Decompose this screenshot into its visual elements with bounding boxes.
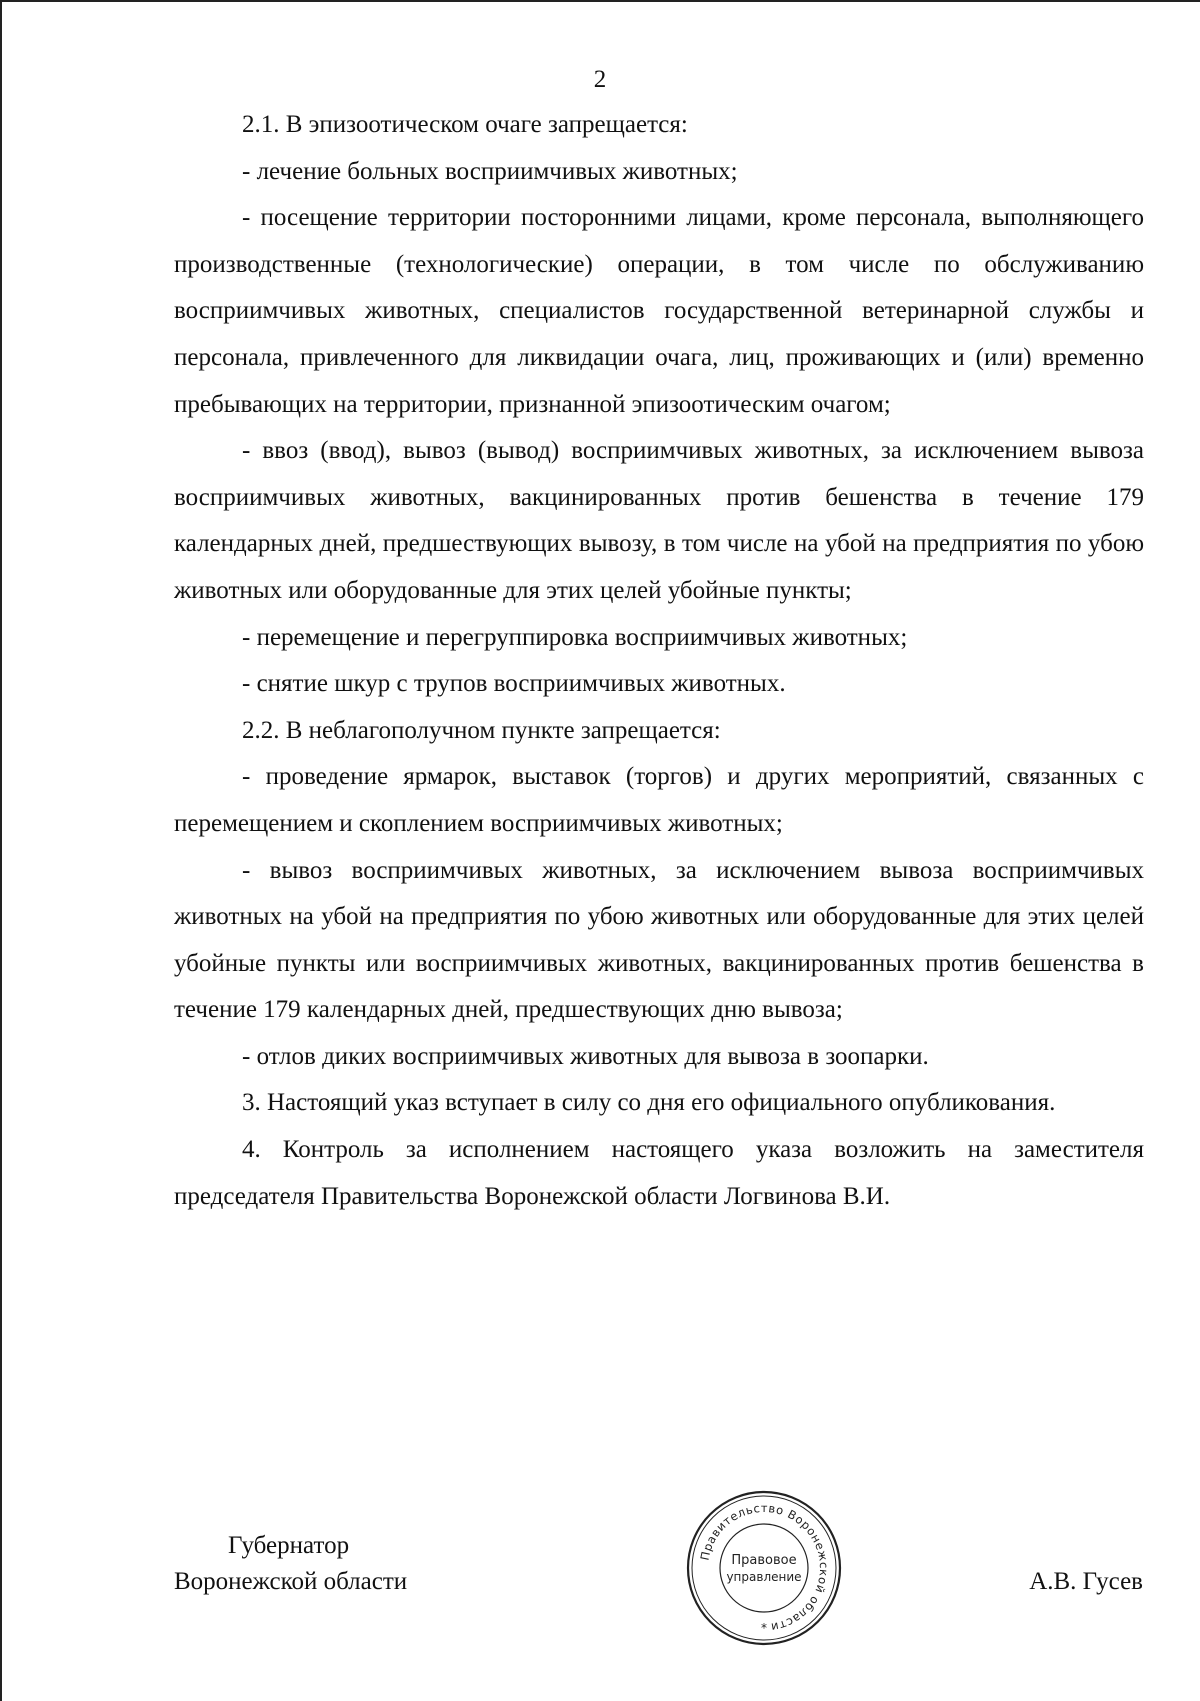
official-stamp-icon: [686, 1490, 842, 1646]
signatory-title-line2: Воронежской области: [174, 1568, 408, 1595]
signatory-name: А.В. Гусев: [1029, 1568, 1143, 1595]
paragraph-item: - ввоз (ввод), вывоз (вывод) восприимчивых животных, за исключением вывоза восприимчивых животных, вакцинированных против бешенства в течение 179 календарных дней, предшествующих вывозу, в том числе на убой на предприятия по убою животных или оборудованные для этих целей убойные пункты;: [174, 437, 1144, 604]
scan-edge-left: [0, 0, 2, 1701]
paragraph-3: 3. Настоящий указ вступает в силу со дня его официального опубликования.: [242, 1089, 1056, 1117]
signatory-title: [174, 1528, 407, 1600]
page-number: 2: [593, 66, 607, 93]
paragraph-item: - перемещение и перегруппировка восприимчивых животных;: [242, 623, 908, 651]
paragraph-4: 4. Контроль за исполнением настоящего указа возложить на заместителя председателя Правительства Воронежской области Логвинова В.И.: [174, 1136, 1144, 1210]
signature-block: [0, 1490, 1200, 1650]
paragraph-2-1: 2.1. В эпизоотическом очаге запрещается:: [242, 111, 688, 138]
stamp-outer-text: Правительство Воронежской области: [697, 1500, 832, 1635]
paragraph-item: - отлов диких восприимчивых животных для вывоза в зоопарки.: [242, 1042, 929, 1070]
paragraph-2-2: 2.2. В неблагополучном пункте запрещается:: [242, 716, 721, 744]
signatory-title-line1: Губернатор: [228, 1532, 350, 1559]
scan-edge-top: [0, 0, 1200, 2]
paragraph-item: - вывоз восприимчивых животных, за исключением вывоза восприимчивых животных на убой на предприятия по убою животных или оборудованные для этих целей убойные пункты или восприимчивых животных, вакцинированных против бешенства в течение 179 календарных дней, предшествующих дню вывоза;: [174, 856, 1144, 1024]
stamp-star: *: [761, 1621, 767, 1635]
stamp-inner-line1: Правовое: [731, 1553, 797, 1568]
document-body: [174, 102, 1144, 1220]
paragraph-item: - посещение территории посторонними лицами, кроме персонала, выполняющего производственные (технологические) операции, в том числе по обслуживанию восприимчивых животных, специалистов государственной ветеринарной службы и персонала, привлеченного для ликвидации очага, лиц, проживающих и (или) временно пребывающих на территории, признанной эпизоотическим очагом;: [174, 204, 1144, 418]
paragraph-item: - проведение ярмарок, выставок (торгов) и других мероприятий, связанных с перемещением и скоплением восприимчивых животных;: [174, 763, 1144, 837]
stamp-inner-line2: управление: [726, 1570, 802, 1584]
paragraph-item: - лечение больных восприимчивых животных;: [242, 157, 738, 185]
paragraph-item: - снятие шкур с трупов восприимчивых животных.: [242, 670, 786, 698]
